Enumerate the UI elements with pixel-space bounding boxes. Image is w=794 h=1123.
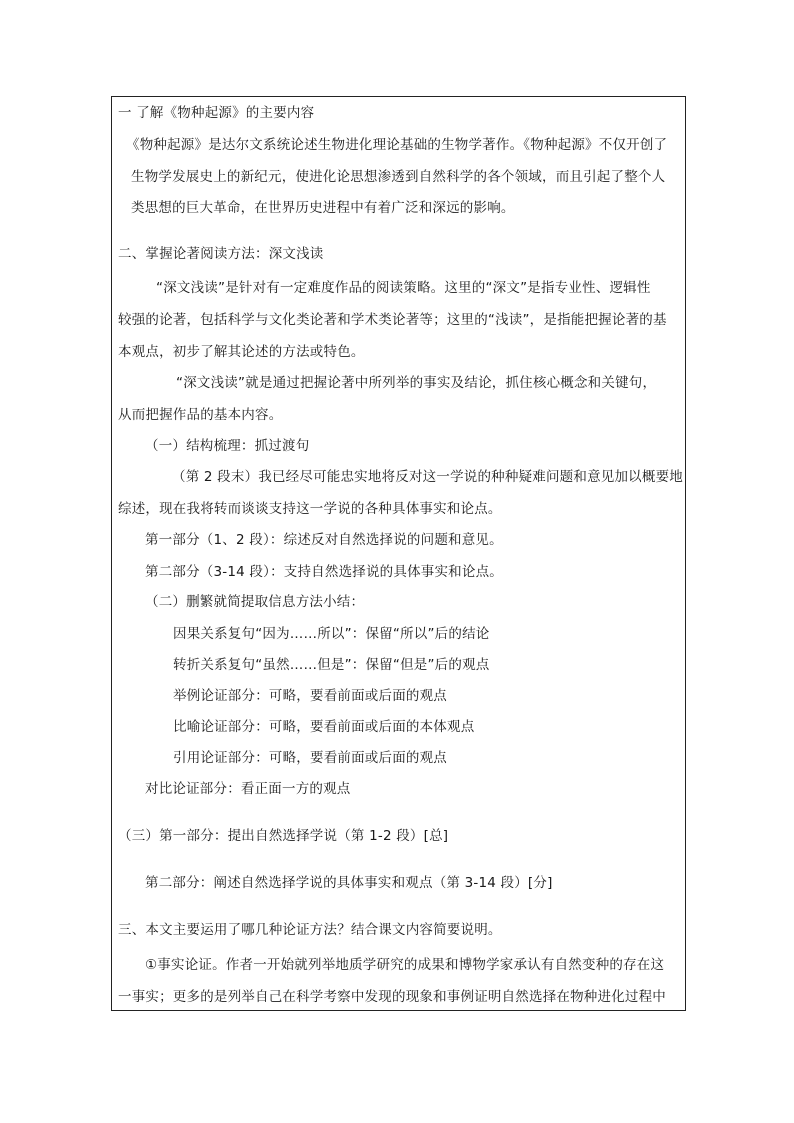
section-1-heading: 一 了解《物种起源》的主要内容 (118, 105, 315, 121)
text-line: 一事实；更多的是列举自己在科学考察中发现的现象和事例证明自然选择在物种进化过程中 (118, 989, 666, 1005)
text-line: 转折关系复句“虽然……但是”：保留“但是”后的观点 (173, 657, 490, 673)
section-3-heading: 三、本文主要运用了哪几种论证方法？结合课文内容简要说明。 (118, 922, 502, 938)
subsection-2-heading: （二）删繁就简提取信息方法小结： (145, 594, 365, 610)
text-line: （第 2 段末）我已经尽可能忠实地将反对这一学说的种种疑难问题和意见加以概要地 (172, 469, 683, 485)
text-line: 类思想的巨大革命，在世界历史进程中有着广泛和深远的影响。 (131, 200, 515, 216)
text-line: 因果关系复句“因为……所以”：保留“所以”后的结论 (173, 626, 490, 642)
section-2-heading: 二、掌握论著阅读方法：深文浅读 (118, 246, 324, 262)
text-line: 综述，现在我将转而谈谈支持这一学说的各种具体事实和论点。 (118, 501, 502, 517)
text-line: 较强的论著，包括科学与文化类论著和学术类论著等；这里的“浅读”，是指能把握论著的基 (118, 312, 667, 328)
text-line: 本观点，初步了解其论述的方法或特色。 (118, 344, 365, 360)
text-line: 比喻论证部分：可略，要看前面或后面的本体观点 (173, 719, 475, 735)
text-line: 对比论证部分：看正面一方的观点 (145, 781, 351, 797)
text-line: “深文浅读”就是通过把握论著中所列举的事实及结论，抓住核心概念和关键句， (176, 375, 657, 391)
subsection-1-heading: （一）结构梳理：抓过渡句 (145, 438, 310, 454)
text-line: 第二部分：阐述自然选择学说的具体事实和观点（第 3-14 段）[分] (145, 875, 553, 891)
text-line: 第二部分（3-14 段）：支持自然选择说的具体事实和论点。 (145, 564, 503, 580)
text-line: 生物学发展史上的新纪元，使进化论思想渗透到自然科学的各个领域，而且引起了整个人 (131, 169, 666, 185)
text-line: 引用论证部分：可略，要看前面或后面的观点 (173, 750, 447, 766)
text-line: ①事实论证。作者一开始就列举地质学研究的成果和博物学家承认有自然变种的存在这 (145, 957, 665, 973)
text-line: 举例论证部分：可略，要看前面或后面的观点 (173, 688, 447, 704)
text-line: 第一部分（1、2 段）：综述反对自然选择说的问题和意见。 (145, 532, 503, 548)
subsection-3-heading: （三）第一部分：提出自然选择学说（第 1-2 段）[总] (118, 828, 449, 844)
text-line: “深文浅读”是针对有一定难度作品的阅读策略。这里的“深文”是指专业性、逻辑性 (156, 280, 651, 296)
text-line: 从而把握作品的基本内容。 (118, 407, 283, 423)
text-line: 《物种起源》是达尔文系统论述生物进化理论基础的生物学著作。《物种起源》不仅开创了 (126, 137, 668, 153)
